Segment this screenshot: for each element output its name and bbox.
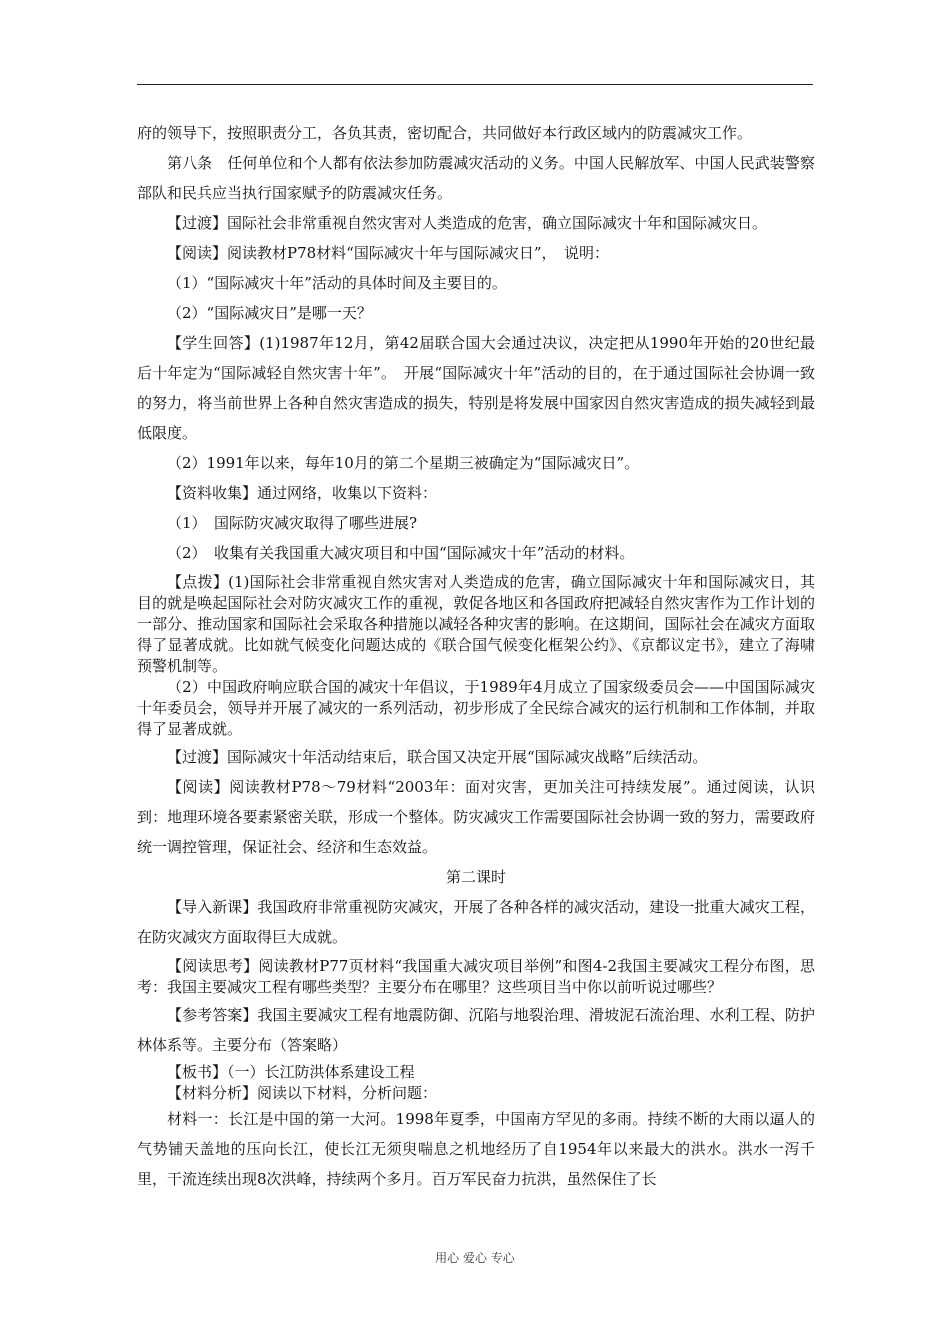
paragraph-reading-2: 【阅读】阅读教材P78～79材料“2003年：面对灾害，更加关注可持续发展”。通过阅读，认识到：地理环境各要素紧密关联，形成一个整体。防灾减灾工作需要国际社会协调一致的努力，需要政府统一调控管理，保证社会、经济和生态效益。 [137,778,815,856]
paragraph-data-collection: 【资料收集】通过网络，收集以下资料： [167,484,438,502]
paragraph-collect-2: （2） 收集有关我国重大减灾项目和中国“国际减灾十年”活动的材料。 [167,544,635,562]
document-body [137,118,815,1194]
paragraph-reading: 【阅读】阅读教材P78材料“国际减灾十年与国际减灾日”， 说明： [167,244,610,262]
paragraph-material-analysis: 【材料分析】阅读以下材料，分析问题： [167,1084,438,1102]
paragraph-intro: 【导入新课】我国政府非常重视防灾减灾，开展了各种各样的减灾活动，建设一批重大减灾工程，在防灾减灾方面取得巨大成就。 [137,898,815,946]
paragraph-question-2: （2）“国际减灾日”是哪一天？ [167,304,372,322]
paragraph-material-1: 材料一：长江是中国的第一大河。1998年夏季，中国南方罕见的多雨。持续不断的大雨以逼人的气势铺天盖地的压向长江，使长江无须臾喘息之机地经历了自1954年以来最大的洪水。洪水一泻千里，干流连续出现8次洪峰，持续两个多月。百万军民奋力抗洪，虽然保住了长 [137,1110,815,1188]
paragraph-reference-answer: 【参考答案】我国主要减灾工程有地震防御、沉陷与地裂治理、滑坡泥石流治理、水利工程、防护林体系等。主要分布（答案略） [137,1006,815,1054]
paragraph-collect-1: （1） 国际防灾减灾取得了哪些进展? [167,514,418,532]
paragraph-transition-2: 【过渡】国际减灾十年活动结束后，联合国又决定开展“国际减灾战略”后续活动。 [167,748,708,766]
paragraph-transition: 【过渡】国际社会非常重视自然灾害对人类造成的危害，确立国际减灾十年和国际减灾日。 [167,214,768,232]
paragraph-question-1: （1）“国际减灾十年”活动的具体时间及主要目的。 [167,274,507,292]
paragraph-hint: 【点拨】(1)国际社会非常重视自然灾害对人类造成的危害，确立国际减灾十年和国际减灾日，其目的就是唤起国际社会对防灾减灾工作的重视，敦促各地区和各国政府把减轻自然灾害作为工作计划的一部分、推动国家和国际社会采取各种措施以减轻各种灾害的影响。在这期间，国际社会在减灾方面取得了显著成就。比如就气候变化问题达成的《联合国气候变化框架公约》、《京都议定书》，建立了海啸预警机制等。 [137,573,815,675]
paragraph-reading-thinking: 【阅读思考】阅读教材P77页材料“我国重大减灾项目举例”和图4-2我国主要减灾工程分布图，思考：我国主要减灾工程有哪些类型？主要分布在哪里？这些项目当中你以前听说过哪些？ [137,957,815,996]
paragraph-hint-2: （2）中国政府响应联合国的减灾十年倡议，于1989年4月成立了国家级委员会——中国国际减灾十年委员会，领导并开展了减灾的一系列活动，初步形成了全民综合减灾的运行机制和工作体制，并取得了显著成就。 [137,678,815,738]
paragraph-student-answer: 【学生回答】(1)1987年12月，第42届联合国大会通过决议，决定把从1990年开始的20世纪最后十年定为“国际减轻自然灾害十年”。 开展“国际减灾十年”活动的目的，在于通过国际社会协调一致的努力，将当前世界上各种自然灾害造成的损失，特别是将发展中国家因自然灾害造成的损失减轻到最低限度。 [137,334,815,442]
header-rule [137,84,813,85]
paragraph-answer-2: （2）1991年以来，每年10月的第二个星期三被确定为“国际减灾日”。 [167,454,640,472]
section-heading: 第二课时 [445,868,506,886]
paragraph-board: 【板书】（一）长江防洪体系建设工程 [167,1063,415,1081]
paragraph-article-8: 第八条 任何单位和个人都有依法参加防震减灾活动的义务。中国人民解放军、中国人民武装警察部队和民兵应当执行国家赋予的防震减灾任务。 [137,154,815,202]
paragraph: 府的领导下，按照职责分工，各负其责，密切配合，共同做好本行政区域内的防震减灾工作。 [137,124,753,142]
page-footer: 用心 爱心 专心 [435,1251,515,1265]
